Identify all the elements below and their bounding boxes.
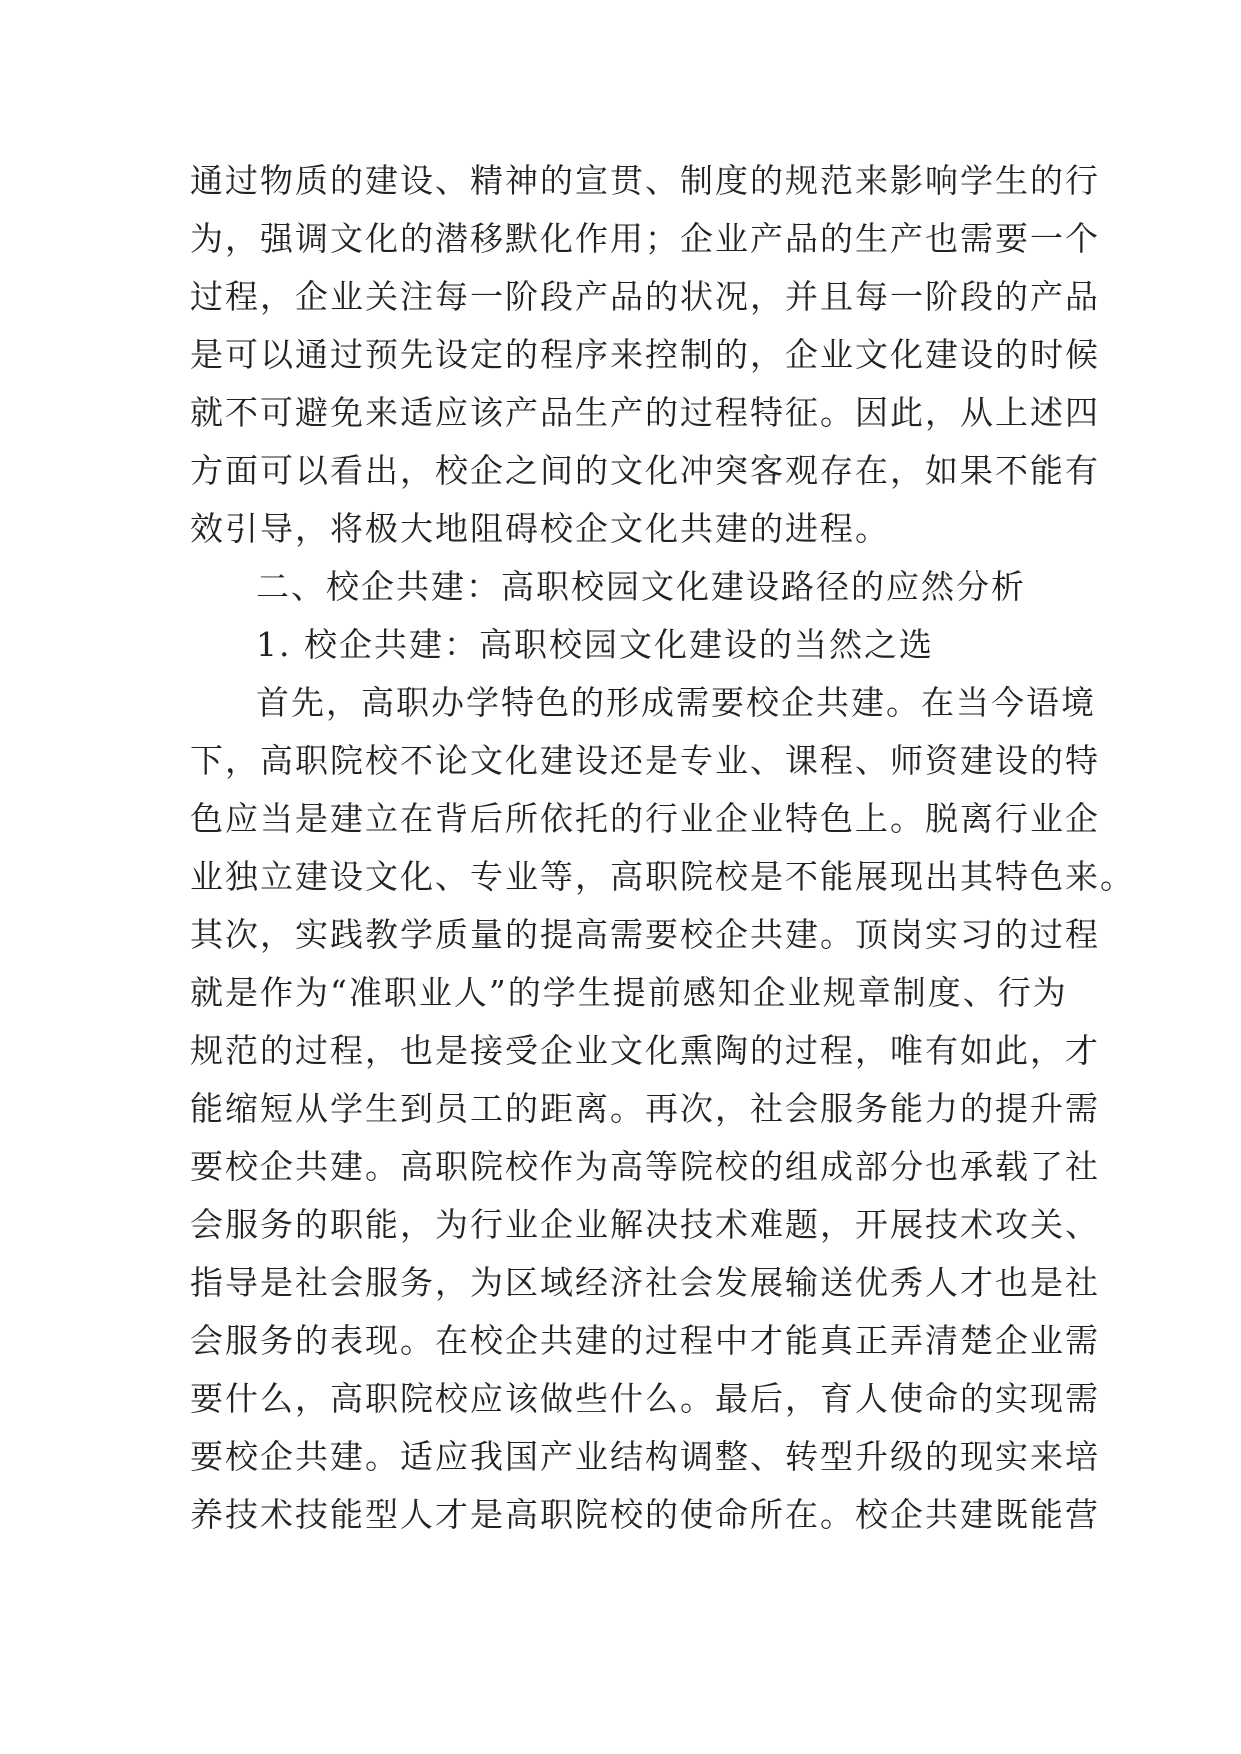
section-heading: 二、校企共建：高职校园文化建设路径的应然分析: [256, 567, 1026, 606]
text-line: 要校企共建。高职院校作为高等院校的组成部分也承载了社: [190, 1147, 1100, 1186]
text-line: 方面可以看出，校企之间的文化冲突客观存在，如果不能有: [190, 451, 1100, 490]
text-line: 是可以通过预先设定的程序来控制的，企业文化建设的时候: [190, 335, 1100, 374]
text-line: 就不可避免来适应该产品生产的过程特征。因此，从上述四: [190, 393, 1100, 432]
text-line: 色应当是建立在背后所依托的行业企业特色上。脱离行业企: [190, 799, 1100, 838]
text-line: 下，高职院校不论文化建设还是专业、课程、师资建设的特: [190, 741, 1100, 780]
subsection-heading: 1. 校企共建：高职校园文化建设的当然之选: [256, 625, 934, 664]
text-line: 能缩短从学生到员工的距离。再次，社会服务能力的提升需: [190, 1089, 1100, 1128]
text-line: 要什么，高职院校应该做些什么。最后，育人使命的实现需: [190, 1379, 1100, 1418]
paragraph-start-line: 首先，高职办学特色的形成需要校企共建。在当今语境: [256, 683, 1096, 722]
text-line: 要校企共建。适应我国产业结构调整、转型升级的现实来培: [190, 1437, 1100, 1476]
text-line: 养技术技能型人才是高职院校的使命所在。校企共建既能营: [190, 1495, 1100, 1534]
text-line: 会服务的表现。在校企共建的过程中才能真正弄清楚企业需: [190, 1321, 1100, 1360]
text-line: 业独立建设文化、专业等，高职院校是不能展现出其特色来。: [190, 857, 1135, 896]
text-line: 为，强调文化的潜移默化作用；企业产品的生产也需要一个: [190, 219, 1100, 258]
text-line: 规范的过程，也是接受企业文化熏陶的过程，唯有如此，才: [190, 1031, 1100, 1070]
text-line: 指导是社会服务，为区域经济社会发展输送优秀人才也是社: [190, 1263, 1100, 1302]
text-line: 通过物质的建设、精神的宣贯、制度的规范来影响学生的行: [190, 161, 1100, 200]
text-line: 效引导，将极大地阻碍校企文化共建的进程。: [190, 509, 890, 548]
text-line: 其次，实践教学质量的提高需要校企共建。顶岗实习的过程: [190, 915, 1100, 954]
body-text: [190, 152, 1135, 1544]
text-line: 就是作为“准职业人”的学生提前感知企业规章制度、行为: [190, 973, 1068, 1012]
text-line: 会服务的职能，为行业企业解决技术难题，开展技术攻关、: [190, 1205, 1100, 1244]
text-line: 过程，企业关注每一阶段产品的状况，并且每一阶段的产品: [190, 277, 1100, 316]
